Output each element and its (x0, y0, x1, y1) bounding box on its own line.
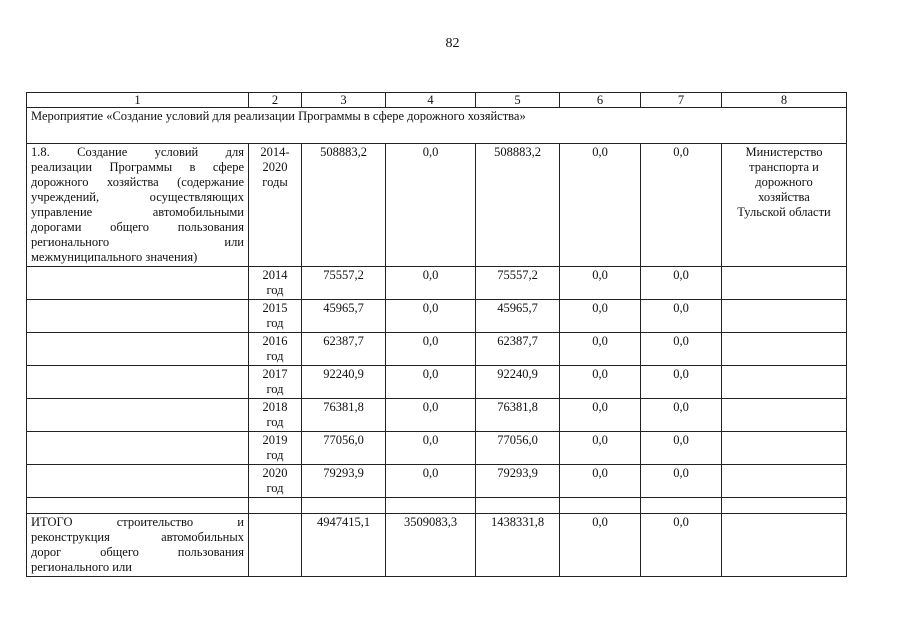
column-header: 8 (722, 93, 847, 108)
executor-line: Тульской области (737, 205, 831, 219)
item-desc-line: дорогами общего пользования (31, 220, 244, 234)
year-row (27, 465, 847, 498)
year-col7: 0,0 (641, 465, 722, 498)
year-col5: 92240,9 (476, 366, 560, 399)
column-header: 5 (476, 93, 560, 108)
year-row (27, 399, 847, 432)
section-row (27, 108, 847, 144)
year-col3: 79293,9 (302, 465, 386, 498)
year-executor (722, 300, 847, 333)
year-col7: 0,0 (641, 333, 722, 366)
year-unit: год (266, 448, 284, 462)
item-desc-line: учреждений, осуществляющих (31, 190, 244, 204)
item-period (249, 144, 302, 267)
year-col5: 77056,0 (476, 432, 560, 465)
executor-line: Министерство (745, 145, 823, 159)
year-col7: 0,0 (641, 366, 722, 399)
total-col4: 3509083,3 (386, 514, 476, 577)
year-desc (27, 300, 249, 333)
executor-line: транспорта и (749, 160, 819, 174)
blank-cell (722, 498, 847, 514)
year-cell (249, 366, 302, 399)
item-desc-line: межмуниципального значения) (31, 250, 198, 264)
year-col5: 62387,7 (476, 333, 560, 366)
year-col6: 0,0 (560, 432, 641, 465)
year-col3: 45965,7 (302, 300, 386, 333)
year-cell (249, 465, 302, 498)
year-unit: год (266, 349, 284, 363)
year-col3: 62387,7 (302, 333, 386, 366)
item-executor (722, 144, 847, 267)
year-col6: 0,0 (560, 333, 641, 366)
column-header: 1 (27, 93, 249, 108)
budget-table (26, 92, 847, 577)
year-row (27, 267, 847, 300)
blank-cell (560, 498, 641, 514)
total-col6: 0,0 (560, 514, 641, 577)
year-executor (722, 432, 847, 465)
page-number: 82 (445, 36, 460, 51)
blank-cell (27, 498, 249, 514)
year-unit: год (266, 382, 284, 396)
year-value: 2016 (262, 334, 288, 348)
item-col6: 0,0 (560, 144, 641, 267)
year-executor (722, 465, 847, 498)
total-desc-line: реконструкция автомобильных (31, 530, 244, 544)
year-row (27, 432, 847, 465)
column-header: 7 (641, 93, 722, 108)
year-desc (27, 432, 249, 465)
total-col3: 4947415,1 (302, 514, 386, 577)
year-desc (27, 333, 249, 366)
year-col7: 0,0 (641, 432, 722, 465)
item-desc-line: дорожного хозяйства (содержание (31, 175, 244, 189)
year-col6: 0,0 (560, 465, 641, 498)
year-row (27, 300, 847, 333)
period-start: 2014- (260, 145, 290, 159)
blank-cell (249, 498, 302, 514)
section-title: Мероприятие «Создание условий для реализации Программы в сфере дорожного хозяйства» (27, 108, 847, 144)
year-executor (722, 366, 847, 399)
year-unit: год (266, 316, 284, 330)
year-col3: 75557,2 (302, 267, 386, 300)
blank-cell (476, 498, 560, 514)
total-desc-line: дорог общего пользования (31, 545, 244, 559)
year-value: 2014 (262, 268, 288, 282)
year-col5: 79293,9 (476, 465, 560, 498)
year-value: 2018 (262, 400, 288, 414)
year-col3: 77056,0 (302, 432, 386, 465)
year-cell (249, 267, 302, 300)
blank-cell (641, 498, 722, 514)
total-row (27, 514, 847, 577)
year-col6: 0,0 (560, 267, 641, 300)
year-col4: 0,0 (386, 366, 476, 399)
year-col4: 0,0 (386, 300, 476, 333)
year-executor (722, 399, 847, 432)
year-value: 2015 (262, 301, 288, 315)
item-col5: 508883,2 (476, 144, 560, 267)
year-desc (27, 399, 249, 432)
year-cell (249, 432, 302, 465)
column-header: 4 (386, 93, 476, 108)
year-desc (27, 366, 249, 399)
year-unit: год (266, 481, 284, 495)
item-desc-line: регионального или (31, 235, 244, 249)
year-col4: 0,0 (386, 333, 476, 366)
year-col4: 0,0 (386, 399, 476, 432)
year-cell (249, 333, 302, 366)
year-value: 2019 (262, 433, 288, 447)
total-col5: 1438331,8 (476, 514, 560, 577)
period-unit: годы (262, 175, 288, 189)
item-col4: 0,0 (386, 144, 476, 267)
blank-cell (386, 498, 476, 514)
header-row (27, 93, 847, 108)
year-col5: 76381,8 (476, 399, 560, 432)
year-col7: 0,0 (641, 300, 722, 333)
year-row (27, 366, 847, 399)
year-row (27, 333, 847, 366)
item-col3: 508883,2 (302, 144, 386, 267)
total-desc-line: регионального или (31, 560, 132, 574)
year-col5: 75557,2 (476, 267, 560, 300)
year-col3: 92240,9 (302, 366, 386, 399)
item-row (27, 144, 847, 267)
item-col7: 0,0 (641, 144, 722, 267)
executor-line: дорожного (755, 175, 813, 189)
blank-cell (302, 498, 386, 514)
year-cell (249, 399, 302, 432)
year-col4: 0,0 (386, 432, 476, 465)
year-col5: 45965,7 (476, 300, 560, 333)
year-col4: 0,0 (386, 267, 476, 300)
year-col7: 0,0 (641, 267, 722, 300)
year-col4: 0,0 (386, 465, 476, 498)
year-col6: 0,0 (560, 366, 641, 399)
item-description (27, 144, 249, 267)
year-unit: год (266, 415, 284, 429)
year-cell (249, 300, 302, 333)
blank-row (27, 498, 847, 514)
year-value: 2017 (262, 367, 288, 381)
column-header: 2 (249, 93, 302, 108)
item-desc-line: 1.8. Создание условий для (31, 145, 244, 159)
year-desc (27, 267, 249, 300)
total-period (249, 514, 302, 577)
year-desc (27, 465, 249, 498)
year-col6: 0,0 (560, 399, 641, 432)
year-col3: 76381,8 (302, 399, 386, 432)
year-executor (722, 267, 847, 300)
column-header: 6 (560, 93, 641, 108)
total-desc-line: ИТОГО строительство и (31, 515, 244, 529)
period-end: 2020 (262, 160, 288, 174)
item-desc-line: реализации Программы в сфере (31, 160, 244, 174)
column-header: 3 (302, 93, 386, 108)
executor-line: хозяйства (758, 190, 810, 204)
total-description (27, 514, 249, 577)
year-col7: 0,0 (641, 399, 722, 432)
year-value: 2020 (262, 466, 288, 480)
year-executor (722, 333, 847, 366)
year-unit: год (266, 283, 284, 297)
year-col6: 0,0 (560, 300, 641, 333)
total-executor (722, 514, 847, 577)
total-col7: 0,0 (641, 514, 722, 577)
item-desc-line: управление автомобильными (31, 205, 244, 219)
